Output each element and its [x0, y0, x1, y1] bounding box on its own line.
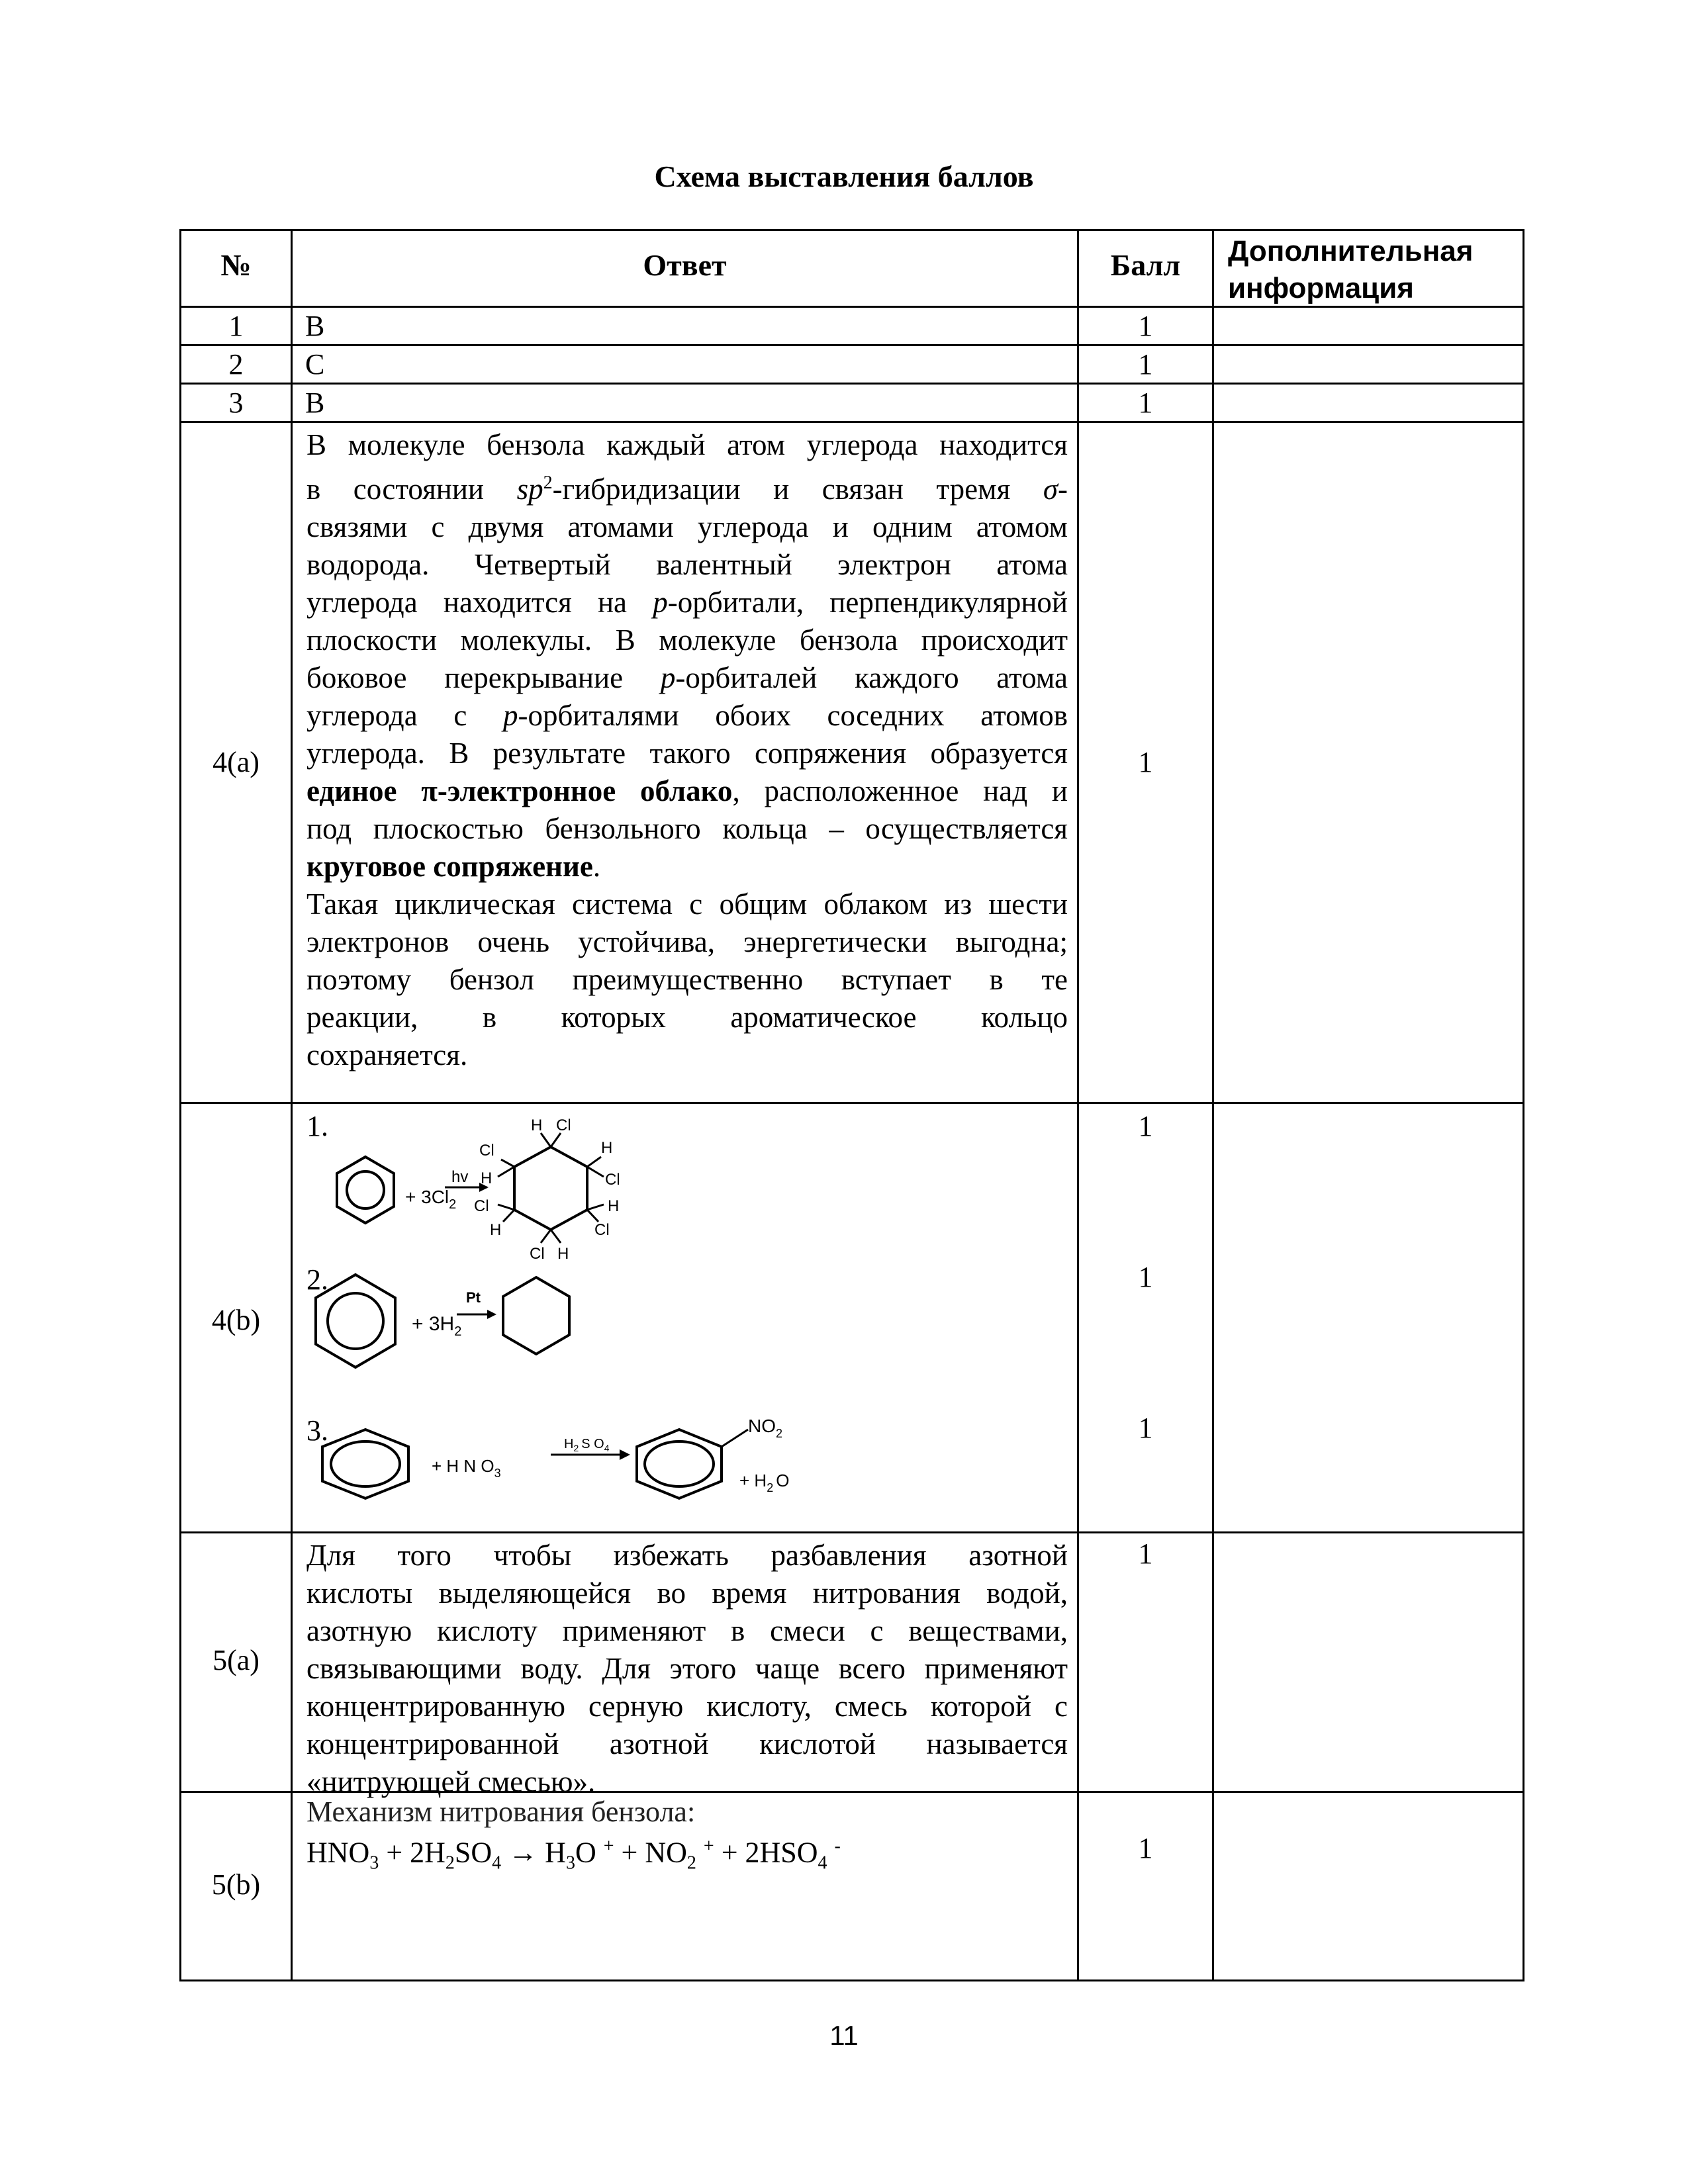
table-border	[179, 421, 1524, 423]
cyclohexane-ring-icon	[503, 1277, 569, 1354]
scoring-table	[179, 229, 1524, 1981]
row-number: 3	[228, 387, 244, 419]
text-line: под плоскостью бензольного кольца – осуществляется	[306, 812, 1068, 845]
text-line: сохраняется.	[306, 1038, 468, 1071]
text-line: единое π-электронное облако, расположенное над и	[306, 774, 1068, 807]
aromatic-circle-icon	[645, 1441, 714, 1486]
row-score: 1	[1138, 310, 1153, 342]
header-number: №	[220, 248, 252, 282]
svg-text:H: H	[481, 1169, 492, 1187]
arrow-head-icon	[487, 1310, 496, 1319]
table-border	[179, 383, 1524, 385]
table-border	[179, 1979, 1524, 1981]
row-score: 1	[1138, 1537, 1153, 1570]
reactions-4b-diagram	[293, 1104, 1077, 1531]
text-line: Такая циклическая система с общим облаком из шести	[306, 887, 1068, 921]
text-line: «нитрующей смесью».	[306, 1765, 596, 1798]
row-score: 1	[1138, 348, 1153, 381]
text-line: электронов очень устойчива, энергетически выгодна;	[306, 925, 1068, 958]
svg-text:Cl: Cl	[474, 1197, 489, 1215]
header-extra-line: информация	[1228, 272, 1414, 304]
header-score: Балл	[1110, 248, 1181, 282]
text-line: углерода с p-орбиталями обоих соседних атомов	[306, 699, 1068, 732]
reaction-1-label: 1.	[306, 1110, 328, 1142]
answer-5a-text	[306, 1537, 1068, 1801]
condition-label: $H_2$ S $O_4$	[564, 1437, 610, 1453]
row-score: 1	[1138, 1412, 1153, 1444]
table-border	[179, 229, 1524, 231]
nitration-equation: $HNO_3 + 2H_2SO_4 \to H_3O$ $^+ + NO_2$ $^+ + 2HSO_4$ -	[306, 1836, 841, 1874]
text-line: углерода. В результате такого сопряжения образуется	[306, 737, 1068, 770]
row-number: 2	[228, 348, 244, 381]
page-title: Схема выставления баллов	[654, 159, 1034, 193]
cyclohexane-ring-icon	[514, 1147, 587, 1230]
reaction-1	[337, 1116, 620, 1263]
benzene-ring-icon	[337, 1157, 394, 1223]
row-answer: C	[305, 348, 325, 381]
svg-text:H: H	[490, 1221, 502, 1239]
answer-5b-text	[306, 1795, 1068, 1880]
substituent-atoms	[474, 1116, 620, 1263]
product-label: + $H_2$ O	[739, 1471, 790, 1494]
header-extra-line: Дополнительная	[1228, 235, 1474, 267]
reagent-label: + $3Cl_2$	[405, 1187, 457, 1212]
svg-text:H: H	[608, 1197, 620, 1215]
table-border	[1077, 229, 1079, 1981]
page-number: 11	[829, 2020, 859, 2051]
aromatic-circle-icon	[328, 1293, 383, 1349]
text-line: в состоянии $sp^2$-гибридизации и связан тремя σ-	[306, 473, 1068, 506]
text-line: азотную кислоту применяют в смеси с веществами,	[306, 1614, 1068, 1647]
text-line: боковое перекрывание p-орбиталей каждого атома	[306, 661, 1068, 694]
condition-label: Pt	[466, 1289, 481, 1306]
row-score: 1	[1138, 1110, 1153, 1142]
row-answer: B	[305, 310, 325, 342]
header-extra-info	[1228, 233, 1519, 307]
answer-4a-text	[306, 426, 1068, 1074]
table-border	[1523, 229, 1524, 1981]
mechanism-caption: Механизм нитрования бензола:	[306, 1796, 696, 1828]
text-line: водорода. Четвертый валентный электрон атома	[306, 548, 1068, 581]
row-number: 1	[228, 310, 244, 342]
table-border	[179, 1531, 1524, 1533]
arrow-head-icon	[620, 1449, 630, 1460]
text-line: кислоты выделяющейся во время нитрования водой,	[306, 1576, 1068, 1610]
row-number: 5(a)	[212, 1644, 259, 1676]
svg-text:H: H	[531, 1116, 543, 1134]
text-line: круговое сопряжение.	[306, 850, 601, 883]
svg-text:H: H	[601, 1139, 613, 1157]
row-score: 1	[1138, 1261, 1153, 1293]
text-line: Для того чтобы избежать разбавления азотной	[306, 1539, 1068, 1572]
svg-text:Cl: Cl	[479, 1142, 494, 1160]
table-border	[179, 229, 181, 1981]
aromatic-circle-icon	[331, 1441, 400, 1486]
text-line: концентрированной азотной кислотой называется	[306, 1727, 1068, 1760]
text-line: В молекуле бензола каждый атом углерода находится	[306, 428, 1068, 461]
table-border	[1212, 229, 1214, 1981]
text-line: реакции, в которых ароматическое кольцо	[306, 1001, 1068, 1034]
table-border	[179, 344, 1524, 346]
svg-text:Cl: Cl	[594, 1221, 610, 1239]
text-line: связями с двумя атомами углерода и одним атомом	[306, 510, 1068, 543]
benzene-ring-icon	[322, 1430, 408, 1498]
text-line: поэтому бензол преимущественно вступает в те	[306, 963, 1068, 996]
reaction-2-label: 2.	[306, 1263, 328, 1296]
row-score: 1	[1138, 746, 1153, 778]
nitro-group-label: $NO_2$	[748, 1416, 783, 1440]
svg-text:H: H	[557, 1245, 569, 1263]
reagent-label: + H N $O_3$	[432, 1456, 501, 1480]
reaction-3-label: 3.	[306, 1414, 328, 1447]
row-score: 1	[1138, 1832, 1153, 1864]
benzene-ring-icon	[637, 1430, 722, 1498]
svg-text:Cl: Cl	[530, 1245, 545, 1263]
row-score: 1	[1138, 387, 1153, 419]
row-number: 5(b)	[211, 1868, 261, 1901]
svg-text:Cl: Cl	[605, 1171, 620, 1189]
reaction-3	[322, 1416, 789, 1498]
row-number: 4(a)	[212, 746, 259, 778]
text-line: углерода находится на p-орбитали, перпендикулярной	[306, 586, 1068, 619]
header-answer: Ответ	[643, 248, 727, 282]
aromatic-circle-icon	[347, 1171, 384, 1208]
row-answer: B	[305, 387, 325, 419]
reaction-2	[316, 1275, 569, 1367]
nitro-bond-icon	[722, 1430, 748, 1447]
text-line: концентрированную серную кислоту, смесь которой с	[306, 1690, 1068, 1723]
text-line: плоскости молекулы. В молекуле бензола происходит	[306, 623, 1068, 657]
row-number: 4(b)	[211, 1304, 261, 1336]
text-line: связывающими воду. Для этого чаще всего применяют	[306, 1652, 1068, 1685]
reagent-label: + $3H_2$	[412, 1313, 462, 1339]
svg-text:Cl: Cl	[556, 1116, 571, 1134]
condition-label: hv	[451, 1168, 469, 1186]
